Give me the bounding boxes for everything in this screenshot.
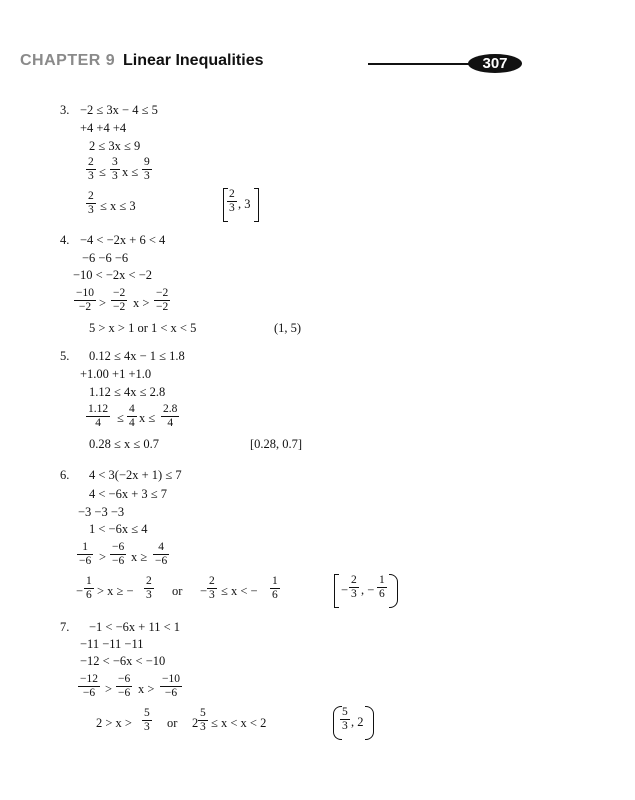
right-bracket — [254, 188, 259, 222]
page-number-badge: 307 — [468, 54, 522, 73]
math-line: −4 < −2x + 6 < 4 — [80, 233, 166, 247]
fraction — [86, 156, 96, 183]
fraction-numerator: 4 — [158, 541, 164, 553]
math-line: −6 −6 −6 — [82, 251, 129, 265]
fraction — [377, 574, 387, 601]
fraction-denominator: 3 — [144, 721, 150, 733]
fraction — [207, 575, 217, 602]
math-line: 0.12 ≤ 4x − 1 ≤ 1.8 — [89, 349, 185, 363]
interval-notation: (1, 5) — [274, 321, 302, 335]
fraction-numerator: 1 — [272, 575, 278, 587]
fraction — [154, 287, 170, 314]
fraction-denominator: 3 — [351, 588, 357, 600]
math-operator: ≤ x < x < 2 — [211, 716, 267, 730]
math-operator: − — [76, 584, 84, 598]
math-line: 5 > x > 1 or 1 < x < 5 — [89, 321, 197, 335]
fraction-numerator: −10 — [76, 287, 94, 299]
problem-number: 7. — [60, 620, 70, 634]
fraction — [78, 673, 100, 700]
fraction — [153, 541, 169, 568]
math-operator: x ≤ — [122, 165, 139, 179]
math-operator: x > — [133, 296, 150, 310]
interval-text: − — [341, 583, 349, 597]
math-operator: > x ≥ − — [97, 584, 134, 598]
problem-number: 3. — [60, 103, 70, 117]
fraction-numerator: 1 — [82, 541, 88, 553]
fraction — [142, 156, 152, 183]
fraction-numerator: 1.12 — [88, 403, 109, 415]
math-operator: x > — [138, 682, 155, 696]
fraction-denominator: 3 — [112, 170, 118, 182]
math-operator: x ≤ — [139, 411, 156, 425]
fraction-numerator: 2 — [209, 575, 215, 587]
fraction-numerator: 4 — [129, 403, 135, 415]
math-operator: 2 > x > — [96, 716, 132, 730]
math-line: 0.28 ≤ x ≤ 0.7 — [89, 437, 159, 451]
interval-notation: [0.28, 0.7] — [250, 437, 303, 451]
fraction-numerator: −2 — [113, 287, 126, 299]
fraction-numerator: 3 — [112, 156, 118, 168]
fraction-denominator: 3 — [146, 589, 152, 601]
fraction-denominator: −2 — [156, 301, 169, 313]
problem-number: 5. — [60, 349, 70, 363]
math-line: 1.12 ≤ 4x ≤ 2.8 — [89, 385, 166, 399]
fraction-denominator: 3 — [209, 589, 215, 601]
math-line: −11 −11 −11 — [80, 637, 144, 651]
fraction-numerator: 1 — [379, 574, 385, 586]
fraction-numerator: 2 — [229, 188, 235, 200]
fraction — [340, 706, 350, 733]
fraction-numerator: −6 — [112, 541, 125, 553]
fraction — [86, 403, 110, 430]
fraction-denominator: 3 — [144, 170, 150, 182]
math-line: −12 < −6x < −10 — [80, 654, 166, 668]
fraction-denominator: 3 — [88, 204, 94, 216]
fraction-denominator: 6 — [272, 589, 278, 601]
math-operator: ≤ — [99, 165, 106, 179]
fraction — [270, 575, 280, 602]
math-operator: ≤ — [117, 411, 124, 425]
fraction-denominator: 3 — [88, 170, 94, 182]
math-operator: x ≥ — [131, 550, 148, 564]
fraction-numerator: 2 — [88, 190, 94, 202]
chapter-title: Linear Inequalities — [123, 52, 264, 69]
fraction-numerator: −12 — [80, 673, 98, 685]
fraction-denominator: 6 — [379, 588, 385, 600]
fraction — [74, 287, 96, 314]
fraction-numerator: 5 — [144, 707, 150, 719]
math-line: 1 < −6x ≤ 4 — [89, 522, 148, 536]
fraction-numerator: 5 — [342, 706, 348, 718]
math-line: 2 ≤ 3x ≤ 9 — [89, 139, 141, 153]
right-paren — [365, 706, 374, 740]
fraction-denominator: 3 — [229, 202, 235, 214]
fraction-denominator: 4 — [86, 416, 110, 430]
fraction-denominator: −6 — [160, 686, 182, 700]
fraction-denominator: 6 — [86, 589, 92, 601]
fraction — [111, 287, 127, 314]
fraction — [127, 403, 137, 430]
math-line: −1 < −6x + 11 < 1 — [89, 620, 181, 634]
math-line: −3 −3 −3 — [78, 505, 125, 519]
fraction — [160, 673, 182, 700]
fraction — [198, 707, 208, 734]
fraction-numerator: −2 — [156, 287, 169, 299]
left-bracket — [334, 574, 339, 608]
fraction — [161, 403, 179, 430]
math-operator: > — [99, 550, 107, 564]
fraction — [144, 575, 154, 602]
math-operator: ≤ x < − — [221, 584, 258, 598]
fraction-numerator: 1 — [86, 575, 92, 587]
math-line: ≤ x ≤ 3 — [100, 199, 136, 213]
chapter-label: CHAPTER 9 — [20, 52, 116, 69]
fraction-numerator: −6 — [118, 673, 131, 685]
fraction — [142, 707, 152, 734]
fraction-numerator: 2 — [146, 575, 152, 587]
fraction — [349, 574, 359, 601]
math-operator: or — [167, 716, 178, 730]
math-line: 4 < 3(−2x + 1) ≤ 7 — [89, 468, 182, 482]
fraction-denominator: −6 — [78, 686, 100, 700]
problem-number: 4. — [60, 233, 70, 247]
math-operator: > — [105, 682, 113, 696]
math-line: −2 ≤ 3x − 4 ≤ 5 — [80, 103, 158, 117]
fraction — [84, 575, 94, 602]
fraction-denominator: −6 — [118, 687, 131, 699]
interval-text: , 2 — [351, 715, 364, 729]
fraction-denominator: 3 — [342, 720, 348, 732]
fraction-numerator: 5 — [200, 707, 206, 719]
fraction-denominator: −6 — [79, 555, 92, 567]
math-operator: − — [200, 584, 208, 598]
fraction-denominator: 4 — [129, 417, 135, 429]
right-paren — [389, 574, 398, 608]
problem-number: 6. — [60, 468, 70, 482]
fraction-denominator: 4 — [161, 416, 179, 430]
math-line: 4 < −6x + 3 ≤ 7 — [89, 487, 168, 501]
fraction-numerator: 2.8 — [163, 403, 178, 415]
fraction-numerator: 2 — [88, 156, 94, 168]
fraction — [110, 156, 120, 183]
fraction-numerator: 2 — [351, 574, 357, 586]
math-line: +4 +4 +4 — [80, 121, 127, 135]
math-operator: > — [99, 296, 107, 310]
fraction — [86, 190, 96, 217]
fraction-denominator: −2 — [74, 300, 96, 314]
fraction-numerator: 9 — [144, 156, 150, 168]
math-line: −10 < −2x < −2 — [73, 268, 152, 282]
fraction-denominator: −6 — [112, 555, 125, 567]
fraction — [77, 541, 93, 568]
fraction-denominator: −2 — [113, 301, 126, 313]
fraction-denominator: −6 — [155, 555, 168, 567]
fraction — [116, 673, 132, 700]
fraction-denominator: 3 — [200, 721, 206, 733]
math-line: +1.00 +1 +1.0 — [80, 367, 152, 381]
interval-text: , − — [361, 583, 375, 597]
fraction — [110, 541, 126, 568]
interval-text: , 3 — [238, 197, 251, 211]
math-operator: or — [172, 584, 183, 598]
fraction — [227, 188, 237, 215]
fraction-numerator: −10 — [162, 673, 180, 685]
math-operator: 2 — [192, 716, 199, 730]
